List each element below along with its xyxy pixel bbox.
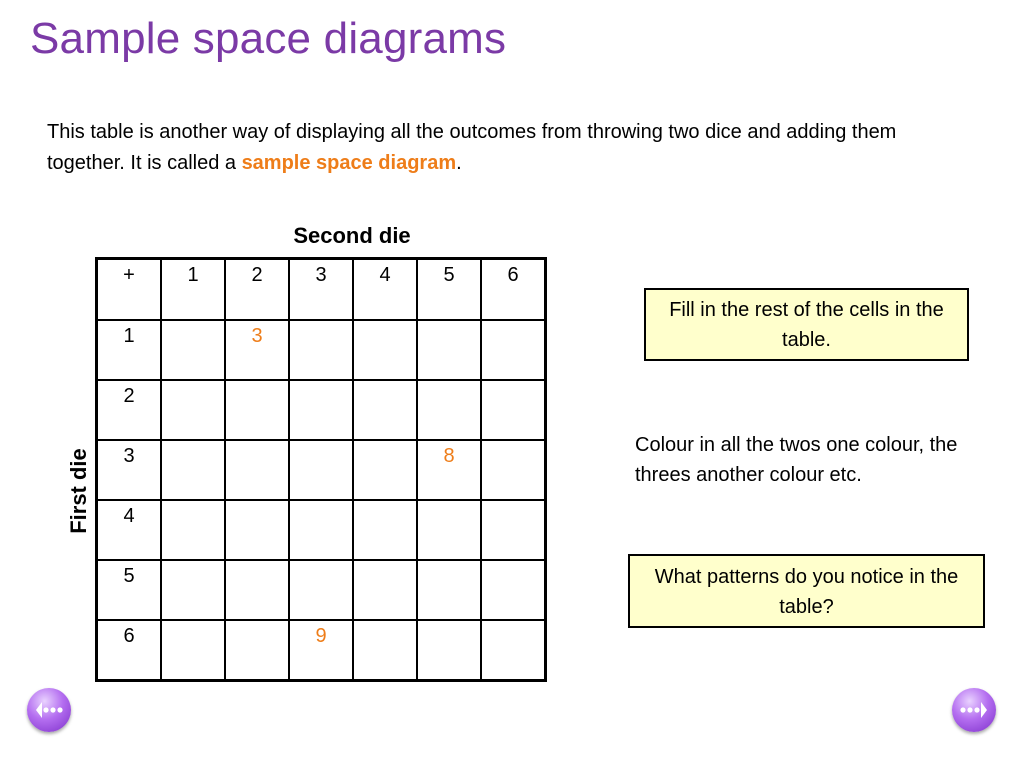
intro-highlight: sample space diagram	[241, 152, 457, 174]
table-cell[interactable]	[353, 440, 417, 500]
table-cell[interactable]	[417, 500, 481, 560]
table-cell[interactable]	[417, 620, 481, 681]
table-cell[interactable]	[289, 560, 353, 620]
previous-slide-button[interactable]	[27, 688, 71, 732]
table-cell[interactable]	[289, 320, 353, 380]
table-cell[interactable]	[481, 500, 546, 560]
table-cell[interactable]	[161, 500, 225, 560]
column-header-cell: 5	[417, 259, 481, 321]
table-cell[interactable]	[225, 440, 289, 500]
table-cell[interactable]	[353, 560, 417, 620]
next-slide-button[interactable]	[952, 688, 996, 732]
table-cell[interactable]	[289, 500, 353, 560]
table-row	[97, 500, 546, 560]
table-cell[interactable]: 9	[289, 620, 353, 681]
column-header-cell: 3	[289, 259, 353, 321]
intro-end: .	[456, 152, 462, 174]
sample-space-table	[95, 257, 547, 682]
table-cell[interactable]	[417, 320, 481, 380]
row-header-cell: 4	[97, 500, 162, 560]
row-header-cell: 6	[97, 620, 162, 681]
table-cell[interactable]	[289, 440, 353, 500]
table-cell[interactable]: 3	[225, 320, 289, 380]
table-cell[interactable]	[225, 500, 289, 560]
table-cell[interactable]	[225, 380, 289, 440]
instruction-patterns-box: What patterns do you notice in the table?	[628, 554, 985, 628]
table-cell[interactable]	[161, 380, 225, 440]
table-header-row	[97, 259, 546, 321]
table-cell[interactable]	[481, 620, 546, 681]
table-row	[97, 440, 546, 500]
table-cell[interactable]	[161, 320, 225, 380]
table-cell[interactable]	[481, 380, 546, 440]
table-cell[interactable]	[353, 320, 417, 380]
column-header-cell: 6	[481, 259, 546, 321]
table-cell[interactable]	[161, 620, 225, 681]
table-row	[97, 560, 546, 620]
table-cell[interactable]	[225, 620, 289, 681]
instruction-fill-box: Fill in the rest of the cells in the table.	[644, 288, 969, 361]
table-row	[97, 320, 546, 380]
table-cell[interactable]	[353, 620, 417, 681]
column-header-cell: 4	[353, 259, 417, 321]
table-cell[interactable]	[161, 560, 225, 620]
first-die-label: First die	[66, 448, 91, 534]
column-header-cell: 1	[161, 259, 225, 321]
table-cell[interactable]	[481, 560, 546, 620]
intro-line: This table is another way of displaying all the outcomes from throwing two dice and adding them together. It is called a	[47, 121, 897, 174]
table-cell[interactable]	[417, 560, 481, 620]
intro-text	[47, 117, 947, 179]
column-header-cell: 2	[225, 259, 289, 321]
table-cell[interactable]	[161, 440, 225, 500]
table-row	[97, 380, 546, 440]
table-corner-cell: +	[97, 259, 162, 321]
slide-title: Sample space diagrams	[30, 14, 507, 63]
table-cell[interactable]	[353, 500, 417, 560]
row-header-cell: 5	[97, 560, 162, 620]
table-cell[interactable]	[481, 320, 546, 380]
forward-arrow-icon	[952, 688, 996, 732]
table-cell[interactable]: 8	[417, 440, 481, 500]
table-cell[interactable]	[289, 380, 353, 440]
table-cell[interactable]	[417, 380, 481, 440]
row-header-cell: 1	[97, 320, 162, 380]
table-cell[interactable]	[481, 440, 546, 500]
second-die-label: Second die	[293, 223, 411, 248]
row-header-cell: 3	[97, 440, 162, 500]
back-arrow-icon	[27, 688, 71, 732]
instruction-colour-note: Colour in all the twos one colour, the threes another colour etc.	[635, 434, 958, 486]
row-header-cell: 2	[97, 380, 162, 440]
table-cell[interactable]	[353, 380, 417, 440]
table-row	[97, 620, 546, 681]
table-cell[interactable]	[225, 560, 289, 620]
